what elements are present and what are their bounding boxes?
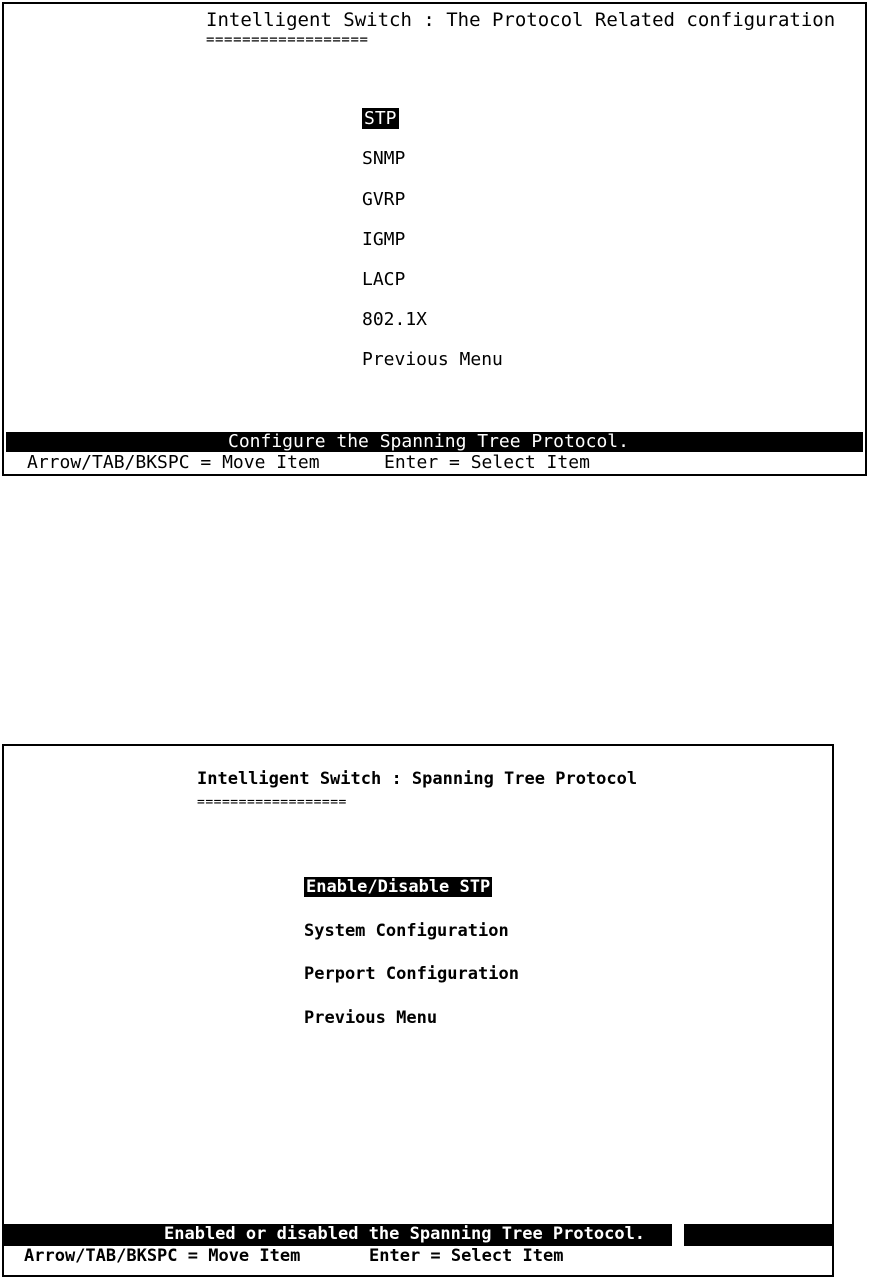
menu-item-previous-menu[interactable]: Previous Menu	[304, 1008, 438, 1028]
menu-item-gvrp[interactable]: GVRP	[362, 189, 406, 210]
menu-item-igmp[interactable]: IGMP	[362, 229, 406, 250]
status-bar-gap	[672, 1224, 684, 1246]
status-description: Configure the Spanning Tree Protocol.	[228, 431, 629, 452]
menu-item-enable-disable-stp[interactable]	[304, 879, 492, 896]
menu-item-lacp[interactable]: LACP	[362, 269, 406, 290]
status-description: Enabled or disabled the Spanning Tree Protocol.	[164, 1224, 646, 1244]
page-title: Intelligent Switch : The Protocol Related configuration	[206, 9, 836, 31]
title-underline: ==================	[197, 795, 347, 810]
menu-item-system-configuration[interactable]: System Configuration	[304, 921, 509, 941]
menu-item-label: Enable/Disable STP	[306, 877, 491, 897]
menu-item-label: STP	[364, 108, 397, 129]
terminal-screen-protocol-config	[2, 2, 867, 476]
menu-item-previous-menu[interactable]: Previous Menu	[362, 349, 503, 370]
page-title: Intelligent Switch : Spanning Tree Protocol	[197, 769, 638, 789]
title-underline: ==================	[206, 32, 369, 48]
help-select-item: Enter = Select Item	[369, 1246, 564, 1266]
menu-item-stp[interactable]	[362, 110, 399, 128]
menu-item-snmp[interactable]: SNMP	[362, 148, 406, 169]
menu-item-perport-configuration[interactable]: Perport Configuration	[304, 964, 519, 984]
menu-item-802-1x[interactable]: 802.1X	[362, 309, 428, 330]
help-move-item: Arrow/TAB/BKSPC = Move Item	[24, 1246, 301, 1266]
terminal-screen-spanning-tree	[2, 744, 834, 1277]
help-move-item: Arrow/TAB/BKSPC = Move Item	[27, 452, 320, 473]
help-select-item: Enter = Select Item	[384, 452, 590, 473]
